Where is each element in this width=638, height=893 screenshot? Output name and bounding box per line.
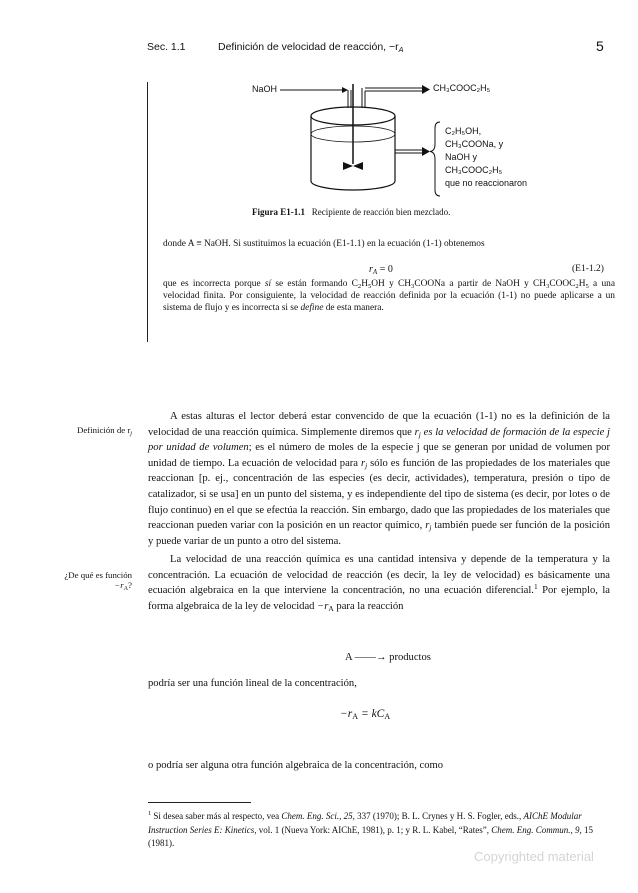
- reaction-equation: A ——→ productos: [345, 652, 431, 663]
- equation-e1-1-2: $r_A = 0$: [369, 264, 393, 276]
- paragraph-4: o podría ser alguna otra función algebraica de la concentración, como: [148, 760, 444, 771]
- section-label: Sec. 1.1: [147, 41, 186, 53]
- reactor-figure: [240, 78, 580, 208]
- outflow-line-5: que no reaccionaron: [445, 178, 528, 188]
- example-line: donde A ≡ NaOH. Si sustituimos la ecuación (E1-1.1) en la ecuación (1-1) obtenemos: [163, 239, 485, 249]
- outlet-label: CH₃COOC₂H₅: [433, 83, 491, 93]
- paragraph-2: La velocidad de una reacción química es una cantidad intensiva y depende de la temperatura y la concentración. La ecuación de velocidad de reacción (es decir, la ley de velocidad) es básicamente una ecuación algebraica en la que interviene la concentración, no una ecuación diferencial.$^1$ Por ejemplo, la forma algebraica de la ley de velocidad $-r_A$ para la reacción: [148, 554, 610, 613]
- outflow-line-1: C₂H₅OH,: [445, 126, 482, 136]
- footnote: $^1$ Si desea saber más al respecto, vea Chem. Eng. Sci., 25, 337 (1970); B. L. Crynes y H. S. Fogler, eds., AIChE Modular Instruction Series E: Kinetics, vol. 1 (Nueva York: AIChE, 1981), p. 1; y R. L. Kabel, “Rates”, Chem. Eng. Commun., 9, 15 (1981).: [148, 810, 593, 848]
- paragraph-1: A estas alturas el lector deberá estar convencido de que la ecuación (1-1) no es la definición de la velocidad de una reacción química. Simplemente diremos que $r_j$ es la velocidad de formación de la especie j por unidad de volumen; es el número de moles de la especie j que se generan por unidad de volumen por unidad de tiempo. La ecuación de velocidad para $r_j$ sólo es función de las propiedades de los materiales que reaccionan [p. ej., concentración de las especies (es decir, actividades), temperatura, presión o tipo de catalizador, si se usa] en un punto del sistema, y es independiente del tipo de sistema (es decir, por lotes o de flujo continuo) en el que se efectúa la reacción. Sin embargo, dado que las propiedades de los materiales que reaccionan pueden variar con la posición en un reactor químico, $r_j$ también puede ser función de la posición y puede variar de un punto a otro del sistema.: [148, 411, 610, 547]
- outflow-line-2: CH₃COONa, y: [445, 139, 504, 149]
- margin-note-function: ¿De qué es función $-r_A$?: [64, 570, 132, 592]
- paragraph-3: podría ser una función lineal de la concentración,: [148, 678, 357, 689]
- outflow-line-3: NaOH y: [445, 152, 478, 162]
- running-title: Definición de velocidad de reacción, $-r_A$: [218, 41, 404, 54]
- footnote-rule: [148, 802, 251, 803]
- example-paragraph: que es incorrecta porque sí se están formando $C_2H_5OH$ y $CH_3COONa$ a partir de NaOH y $CH_3COOC_2H_5$ a una velocidad finita. Por consiguiente, la velocidad de reacción definida por la ecuación (1-1) no puede aplicarse a un sistema de flujo y es incorrecta si se define de esta manera.: [163, 279, 615, 313]
- page-number: 5: [596, 38, 604, 54]
- margin-note-definition: Definición de $r_j$: [77, 425, 132, 437]
- reactor-diagram: [240, 78, 580, 203]
- equation-number: (E1-1.2): [572, 264, 604, 274]
- example-rule: [147, 82, 148, 342]
- rate-law-equation: $-r_A = kC_A$: [340, 708, 391, 721]
- watermark: Copyrighted material: [474, 849, 594, 864]
- outflow-line-4: CH₃COOC₂H₅: [445, 165, 503, 175]
- inlet-label: NaOH: [252, 84, 278, 94]
- figure-caption: Figura E1-1.1 Recipiente de reacción bien mezclado.: [252, 207, 451, 217]
